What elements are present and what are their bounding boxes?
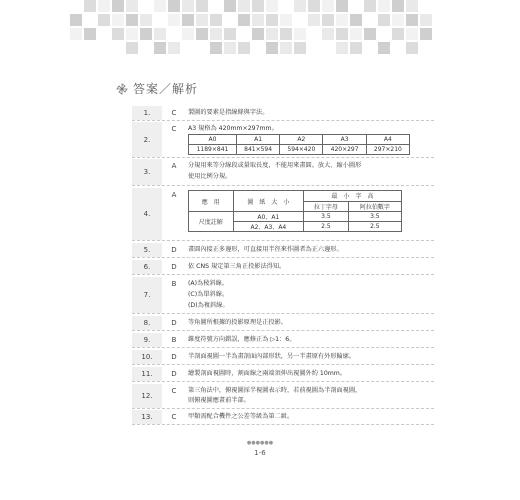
mosaic-tile bbox=[420, 28, 432, 40]
mosaic-tile bbox=[98, 14, 110, 26]
answer-letter: C bbox=[171, 413, 177, 421]
mosaic-tile bbox=[140, 28, 152, 40]
table-cell: 2.5 bbox=[304, 222, 349, 232]
mosaic-tile bbox=[364, 28, 376, 40]
mosaic-tile bbox=[252, 14, 264, 26]
table-cell: 594×420 bbox=[280, 145, 323, 155]
mosaic-tile bbox=[168, 14, 180, 26]
mosaic-tile bbox=[210, 42, 222, 54]
answer-row-5 bbox=[132, 243, 434, 258]
answer-letter: D bbox=[171, 370, 177, 378]
footer-decoration: ●●●●●● bbox=[246, 440, 274, 446]
mosaic-tile bbox=[224, 42, 236, 54]
question-number: 9. bbox=[132, 333, 162, 347]
section-title: 答案／解析 bbox=[133, 82, 199, 96]
explanation-text: 半剖面視圖一半為畫剖面內部形狀，另一半畫原有外形輪廓。 bbox=[188, 353, 356, 360]
table-cell: 3.5 bbox=[348, 212, 401, 222]
mosaic-tile bbox=[350, 28, 362, 40]
answer-letter: C bbox=[171, 109, 177, 117]
mosaic-tile bbox=[252, 28, 264, 40]
explanation-line: 使用比例分規。 bbox=[188, 173, 232, 180]
table-cell: 尺度註解 bbox=[189, 212, 234, 232]
answer-letter: B bbox=[171, 280, 177, 288]
page-number: 1-6 bbox=[254, 449, 266, 457]
answer-row-7 bbox=[132, 277, 434, 314]
table-cell: 297×210 bbox=[366, 145, 409, 155]
mosaic-tile bbox=[126, 14, 138, 26]
table-header-cell: A3 bbox=[323, 135, 366, 145]
mosaic-tile bbox=[70, 14, 82, 26]
mosaic-tile bbox=[336, 28, 348, 40]
mosaic-tile bbox=[112, 14, 124, 26]
mosaic-tile bbox=[210, 14, 222, 26]
mosaic-tile bbox=[154, 28, 166, 40]
mosaic-tile bbox=[154, 42, 166, 54]
mosaic-tile bbox=[308, 14, 320, 26]
table-cell: A2、A3、A4 bbox=[233, 222, 304, 232]
mosaic-tile bbox=[140, 14, 152, 26]
explanation-line: (A)為稜斜線。 bbox=[188, 280, 228, 287]
question-number: 10. bbox=[132, 350, 162, 364]
explanation-text: 等角圖所根據的投影原理是正投影。 bbox=[188, 319, 287, 326]
mosaic-tile bbox=[70, 28, 82, 40]
mosaic-tile bbox=[322, 14, 334, 26]
explanation-text: 畫圓內接正多邊形，可直接用半徑來作圖者為正六邊形。 bbox=[188, 246, 343, 253]
table-header-cell: 最 小 字 高 bbox=[304, 191, 402, 202]
mosaic-tile bbox=[378, 0, 390, 12]
mosaic-tile bbox=[364, 0, 376, 12]
mosaic-tile bbox=[350, 14, 362, 26]
mosaic-tile bbox=[266, 0, 278, 12]
question-number: 2. bbox=[132, 122, 162, 157]
mosaic-tile bbox=[406, 42, 418, 54]
explanation-line: (C)為單斜線。 bbox=[188, 291, 229, 298]
mosaic-tile bbox=[350, 42, 362, 54]
explanation-line: 第三角法中，俯視圖採半視圖表示時，若前視圖為半剖面視圖， bbox=[188, 387, 362, 394]
mosaic-tile bbox=[168, 0, 180, 12]
mosaic-tile bbox=[378, 14, 390, 26]
question-number: 7. bbox=[132, 277, 162, 313]
mosaic-tile bbox=[392, 28, 404, 40]
mosaic-tile bbox=[98, 0, 110, 12]
answer-row-9 bbox=[132, 333, 434, 348]
mosaic-tile bbox=[224, 28, 236, 40]
answer-row-8 bbox=[132, 316, 434, 331]
answer-letter: D bbox=[171, 246, 177, 254]
mosaic-tile bbox=[294, 0, 306, 12]
mosaic-tile bbox=[336, 14, 348, 26]
mosaic-tile bbox=[322, 28, 334, 40]
mosaic-tile bbox=[182, 14, 194, 26]
explanation-text: 繪製剖面視圖時，割面線之兩端須伸出視圖外約 10mm。 bbox=[188, 370, 347, 377]
mosaic-tile bbox=[392, 14, 404, 26]
question-number: 12. bbox=[132, 384, 162, 408]
mosaic-tile bbox=[196, 28, 208, 40]
mosaic-tile bbox=[126, 28, 138, 40]
question-number: 11. bbox=[132, 367, 162, 381]
mosaic-tile bbox=[294, 42, 306, 54]
mosaic-tile bbox=[266, 42, 278, 54]
mosaic-tile bbox=[266, 28, 278, 40]
question-number: 1. bbox=[132, 106, 162, 120]
mosaic-tile bbox=[322, 0, 334, 12]
mosaic-tile bbox=[420, 14, 432, 26]
answer-row-4 bbox=[132, 188, 434, 241]
table-cell: 1189×841 bbox=[189, 145, 237, 155]
mosaic-tile bbox=[182, 28, 194, 40]
table-header-cell: 應 用 bbox=[189, 191, 234, 212]
mosaic-tile bbox=[154, 0, 166, 12]
table-cell: 2.5 bbox=[348, 222, 401, 232]
explanation-text: 製圖的要素是指線條與字法。 bbox=[188, 109, 269, 116]
mosaic-tile bbox=[406, 14, 418, 26]
explanation-text: 錐度符號方向錯誤，應修正為 ▷1：6。 bbox=[188, 336, 296, 343]
mosaic-tile bbox=[126, 0, 138, 12]
table-header-cell: 阿拉伯數字 bbox=[348, 201, 401, 212]
answer-letter: A bbox=[171, 191, 177, 199]
table-cell: 420×297 bbox=[323, 145, 366, 155]
mosaic-tile bbox=[280, 42, 292, 54]
explanation-line: (D)為複斜線。 bbox=[188, 302, 229, 309]
paper-size-table bbox=[188, 134, 410, 155]
mosaic-tile bbox=[280, 28, 292, 40]
table-cell: A0、A1 bbox=[233, 212, 304, 222]
explanation-text: 依 CNS 規定第三角正投影法得知。 bbox=[188, 263, 286, 270]
question-number: 3. bbox=[132, 159, 162, 185]
question-number: 5. bbox=[132, 243, 162, 257]
mosaic-tile bbox=[196, 0, 208, 12]
table-header-cell: A4 bbox=[366, 135, 409, 145]
mosaic-tile bbox=[294, 28, 306, 40]
explanation-line: 則俯視圖應畫前半部。 bbox=[188, 397, 250, 404]
mosaic-tile bbox=[336, 0, 348, 12]
question-number: 6. bbox=[132, 260, 162, 274]
table-header-cell: A1 bbox=[236, 135, 279, 145]
table-header-cell: 圖 紙 大 小 bbox=[233, 191, 304, 212]
mosaic-tile bbox=[168, 42, 180, 54]
table-cell: 841×594 bbox=[236, 145, 279, 155]
answer-row-10 bbox=[132, 350, 434, 365]
answer-row-12 bbox=[132, 384, 434, 409]
table-header-cell: A0 bbox=[189, 135, 237, 145]
question-number: 8. bbox=[132, 316, 162, 330]
table-cell: 3.5 bbox=[304, 212, 349, 222]
mosaic-tile bbox=[280, 14, 292, 26]
answer-row-2 bbox=[132, 122, 434, 158]
answer-letter: C bbox=[171, 125, 177, 133]
pinwheel-icon bbox=[116, 83, 128, 95]
text-height-table bbox=[188, 190, 402, 232]
question-number: 13. bbox=[132, 410, 162, 424]
mosaic-tile bbox=[252, 0, 264, 12]
mosaic-tile bbox=[84, 0, 96, 12]
answer-row-13 bbox=[132, 410, 434, 425]
explanation-text: 甲類需配合機件之公差等級為第二級。 bbox=[188, 413, 294, 420]
mosaic-tile bbox=[392, 0, 404, 12]
answer-letter: B bbox=[171, 336, 177, 344]
answer-letter: D bbox=[171, 263, 177, 271]
mosaic-tile bbox=[406, 28, 418, 40]
answer-row-1 bbox=[132, 106, 434, 121]
mosaic-tile bbox=[266, 14, 278, 26]
answer-row-11 bbox=[132, 367, 434, 382]
mosaic-tile bbox=[182, 0, 194, 12]
mosaic-tile bbox=[308, 0, 320, 12]
mosaic-tile bbox=[378, 42, 390, 54]
mosaic-tile bbox=[238, 42, 250, 54]
answer-row-6 bbox=[132, 260, 434, 275]
header-mosaic-decoration bbox=[70, 0, 440, 58]
answer-row-3 bbox=[132, 159, 434, 186]
section-header bbox=[116, 80, 198, 97]
question-number: 4. bbox=[132, 188, 162, 240]
explanation-line: 分規用來等分線段或量取長度，不能用來畫圓。放大、縮小圖形 bbox=[188, 162, 362, 169]
answer-letter: D bbox=[171, 353, 177, 361]
mosaic-tile bbox=[238, 0, 250, 12]
answer-letter: C bbox=[171, 387, 177, 395]
mosaic-tile bbox=[238, 14, 250, 26]
mosaic-tile bbox=[196, 14, 208, 26]
mosaic-tile bbox=[112, 28, 124, 40]
explanation-text: A3 規格為 420mm×297mm。 bbox=[188, 125, 278, 132]
mosaic-tile bbox=[224, 0, 236, 12]
table-header-cell: 拉丁字母 bbox=[304, 201, 349, 212]
mosaic-tile bbox=[336, 42, 348, 54]
mosaic-tile bbox=[84, 28, 96, 40]
mosaic-tile bbox=[112, 0, 124, 12]
answer-letter: D bbox=[171, 319, 177, 327]
answer-letter: A bbox=[171, 162, 177, 170]
mosaic-tile bbox=[126, 42, 138, 54]
table-header-cell: A2 bbox=[280, 135, 323, 145]
mosaic-tile bbox=[406, 0, 418, 12]
mosaic-tile bbox=[210, 28, 222, 40]
